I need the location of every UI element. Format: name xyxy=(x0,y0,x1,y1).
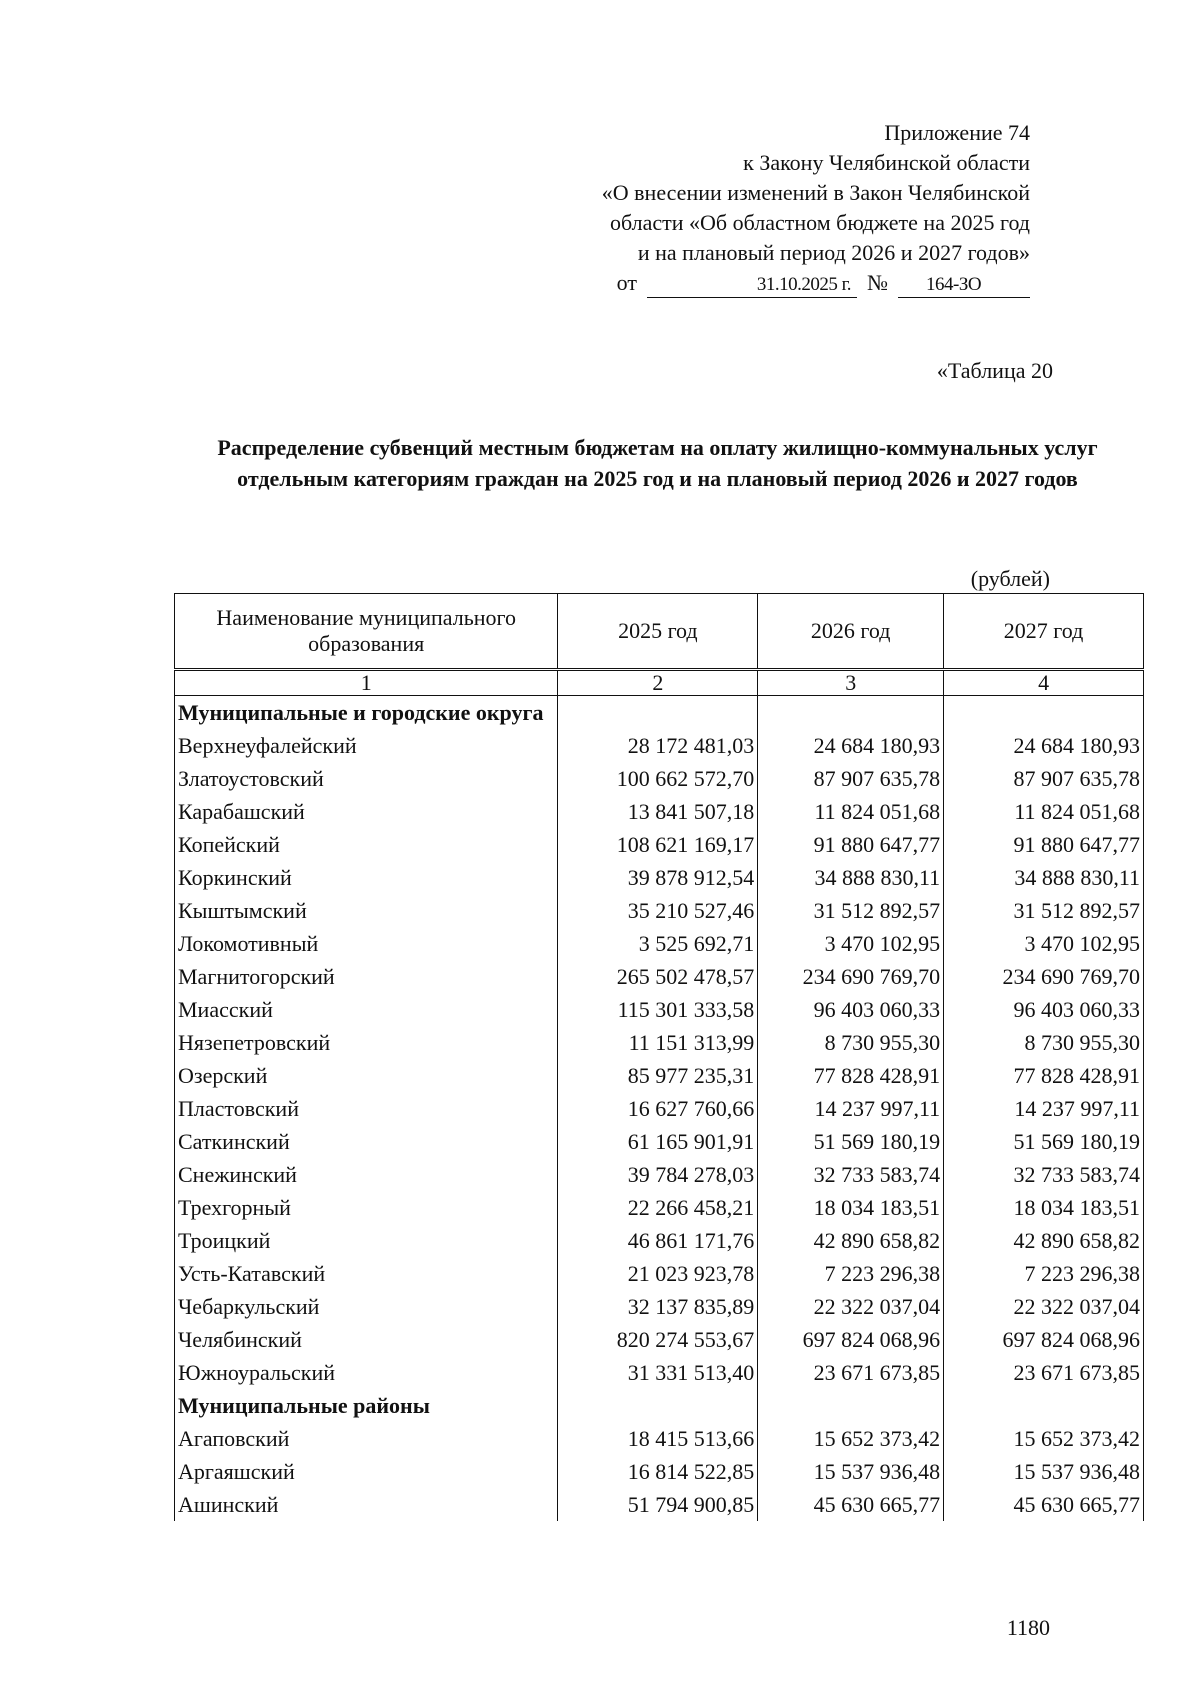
appendix-line: «О внесении изменений в Закон Челябинской xyxy=(601,180,1030,205)
municipality-name-cell: Озерский xyxy=(175,1059,558,1092)
column-header-name: Наименование муниципального образования xyxy=(175,594,558,670)
value-2027-cell: 77 828 428,91 xyxy=(944,1059,1144,1092)
value-2026-cell: 14 237 997,11 xyxy=(758,1092,944,1125)
value-2027-cell: 91 880 647,77 xyxy=(944,828,1144,861)
municipality-name-cell: Трехгорный xyxy=(175,1191,558,1224)
value-2026-cell: 77 828 428,91 xyxy=(758,1059,944,1092)
municipality-name-cell: Челябинский xyxy=(175,1323,558,1356)
value-2026-cell: 45 630 665,77 xyxy=(758,1488,944,1521)
value-2027-cell: 15 652 373,42 xyxy=(944,1422,1144,1455)
appendix-line: области «Об областном бюджете на 2025 год xyxy=(610,210,1030,235)
table-row xyxy=(175,894,1144,927)
table-row xyxy=(175,1059,1144,1092)
municipality-name-cell: Миасский xyxy=(175,993,558,1026)
municipality-name-cell: Верхнеуфалейский xyxy=(175,729,558,762)
value-2025-cell: 39 784 278,03 xyxy=(558,1158,758,1191)
group-header-row xyxy=(175,696,1144,730)
value-2025-cell xyxy=(558,1389,758,1422)
value-2027-cell: 51 569 180,19 xyxy=(944,1125,1144,1158)
municipality-name-cell: Муниципальные районы xyxy=(175,1389,558,1422)
number-prefix: № xyxy=(867,270,888,295)
municipality-name-cell: Саткинский xyxy=(175,1125,558,1158)
value-2027-cell: 7 223 296,38 xyxy=(944,1257,1144,1290)
value-2027-cell: 31 512 892,57 xyxy=(944,894,1144,927)
table-header-row xyxy=(175,594,1144,670)
value-2027-cell: 697 824 068,96 xyxy=(944,1323,1144,1356)
value-2027-cell: 32 733 583,74 xyxy=(944,1158,1144,1191)
value-2025-cell: 16 627 760,66 xyxy=(558,1092,758,1125)
table-row xyxy=(175,1323,1144,1356)
municipality-name-cell: Снежинский xyxy=(175,1158,558,1191)
value-2025-cell: 115 301 333,58 xyxy=(558,993,758,1026)
municipality-name-cell: Чебаркульский xyxy=(175,1290,558,1323)
table-row xyxy=(175,993,1144,1026)
column-number: 4 xyxy=(944,670,1144,696)
value-2025-cell: 13 841 507,18 xyxy=(558,795,758,828)
law-number: 164-ЗО xyxy=(898,273,1030,298)
column-header-2025: 2025 год xyxy=(558,594,758,670)
table-label: «Таблица 20 xyxy=(936,358,1053,383)
page-number: 1180 xyxy=(1006,1615,1050,1640)
table-row xyxy=(175,795,1144,828)
value-2026-cell: 23 671 673,85 xyxy=(758,1356,944,1389)
units-label: (рублей) xyxy=(970,566,1050,591)
column-number: 3 xyxy=(758,670,944,696)
municipality-name-cell: Усть-Катавский xyxy=(175,1257,558,1290)
subvention-table xyxy=(174,593,1144,1521)
value-2025-cell: 820 274 553,67 xyxy=(558,1323,758,1356)
municipality-name-cell: Магнитогорский xyxy=(175,960,558,993)
value-2027-cell: 3 470 102,95 xyxy=(944,927,1144,960)
value-2025-cell: 100 662 572,70 xyxy=(558,762,758,795)
value-2025-cell xyxy=(558,696,758,730)
value-2026-cell: 34 888 830,11 xyxy=(758,861,944,894)
value-2026-cell: 18 034 183,51 xyxy=(758,1191,944,1224)
value-2027-cell: 8 730 955,30 xyxy=(944,1026,1144,1059)
value-2027-cell: 234 690 769,70 xyxy=(944,960,1144,993)
value-2025-cell: 108 621 169,17 xyxy=(558,828,758,861)
law-date: 31.10.2025 г. xyxy=(647,273,857,298)
table-row xyxy=(175,861,1144,894)
value-2026-cell xyxy=(758,696,944,730)
appendix-line: к Закону Челябинской области xyxy=(743,150,1030,175)
table-row xyxy=(175,828,1144,861)
value-2026-cell: 11 824 051,68 xyxy=(758,795,944,828)
value-2026-cell: 8 730 955,30 xyxy=(758,1026,944,1059)
document-title: Распределение субвенций местным бюджетам на оплату жилищно-коммунальных услуг отдельным категориям граждан на 2025 год и на плановый период 2026 и 2027 годов xyxy=(217,435,1098,491)
value-2027-cell: 45 630 665,77 xyxy=(944,1488,1144,1521)
value-2027-cell: 34 888 830,11 xyxy=(944,861,1144,894)
municipality-name-cell: Троицкий xyxy=(175,1224,558,1257)
municipality-name-cell: Пластовский xyxy=(175,1092,558,1125)
municipality-name-cell: Нязепетровский xyxy=(175,1026,558,1059)
value-2025-cell: 35 210 527,46 xyxy=(558,894,758,927)
value-2025-cell: 46 861 171,76 xyxy=(558,1224,758,1257)
table-row xyxy=(175,1290,1144,1323)
table-row xyxy=(175,1224,1144,1257)
value-2026-cell: 32 733 583,74 xyxy=(758,1158,944,1191)
date-prefix: от xyxy=(616,270,637,295)
municipality-name-cell: Ашинский xyxy=(175,1488,558,1521)
table-row xyxy=(175,1455,1144,1488)
value-2025-cell: 85 977 235,31 xyxy=(558,1059,758,1092)
value-2026-cell: 87 907 635,78 xyxy=(758,762,944,795)
value-2027-cell xyxy=(944,696,1144,730)
value-2025-cell: 265 502 478,57 xyxy=(558,960,758,993)
municipality-name-cell: Коркинский xyxy=(175,861,558,894)
value-2026-cell xyxy=(758,1389,944,1422)
value-2027-cell: 87 907 635,78 xyxy=(944,762,1144,795)
municipality-name-cell: Копейский xyxy=(175,828,558,861)
municipality-name-cell: Карабашский xyxy=(175,795,558,828)
value-2025-cell: 3 525 692,71 xyxy=(558,927,758,960)
value-2026-cell: 51 569 180,19 xyxy=(758,1125,944,1158)
appendix-line: и на плановый период 2026 и 2027 годов» xyxy=(637,240,1030,265)
value-2026-cell: 7 223 296,38 xyxy=(758,1257,944,1290)
column-number: 1 xyxy=(175,670,558,696)
value-2027-cell: 15 537 936,48 xyxy=(944,1455,1144,1488)
value-2027-cell: 22 322 037,04 xyxy=(944,1290,1144,1323)
value-2025-cell: 31 331 513,40 xyxy=(558,1356,758,1389)
value-2025-cell: 21 023 923,78 xyxy=(558,1257,758,1290)
group-header-row xyxy=(175,1389,1144,1422)
table-row xyxy=(175,927,1144,960)
value-2026-cell: 15 537 936,48 xyxy=(758,1455,944,1488)
table-row xyxy=(175,1257,1144,1290)
column-number: 2 xyxy=(558,670,758,696)
value-2025-cell: 61 165 901,91 xyxy=(558,1125,758,1158)
value-2026-cell: 22 322 037,04 xyxy=(758,1290,944,1323)
municipality-name-cell: Агаповский xyxy=(175,1422,558,1455)
value-2025-cell: 16 814 522,85 xyxy=(558,1455,758,1488)
municipality-name-cell: Локомотивный xyxy=(175,927,558,960)
appendix-line: Приложение 74 xyxy=(884,120,1030,145)
value-2027-cell: 14 237 997,11 xyxy=(944,1092,1144,1125)
table-row xyxy=(175,1488,1144,1521)
value-2026-cell: 697 824 068,96 xyxy=(758,1323,944,1356)
value-2027-cell: 18 034 183,51 xyxy=(944,1191,1144,1224)
value-2025-cell: 18 415 513,66 xyxy=(558,1422,758,1455)
municipality-name-cell: Аргаяшский xyxy=(175,1455,558,1488)
table-row xyxy=(175,1356,1144,1389)
value-2027-cell: 42 890 658,82 xyxy=(944,1224,1144,1257)
municipality-name-cell: Златоустовский xyxy=(175,762,558,795)
value-2026-cell: 42 890 658,82 xyxy=(758,1224,944,1257)
table-row xyxy=(175,1422,1144,1455)
value-2026-cell: 15 652 373,42 xyxy=(758,1422,944,1455)
appendix-header xyxy=(602,118,1030,298)
value-2026-cell: 96 403 060,33 xyxy=(758,993,944,1026)
value-2026-cell: 31 512 892,57 xyxy=(758,894,944,927)
value-2027-cell: 23 671 673,85 xyxy=(944,1356,1144,1389)
column-header-2027: 2027 год xyxy=(944,594,1144,670)
value-2025-cell: 28 172 481,03 xyxy=(558,729,758,762)
table-row xyxy=(175,729,1144,762)
table-row xyxy=(175,762,1144,795)
municipality-name-cell: Кыштымский xyxy=(175,894,558,927)
value-2026-cell: 234 690 769,70 xyxy=(758,960,944,993)
table-row xyxy=(175,1092,1144,1125)
municipality-name-cell: Южноуральский xyxy=(175,1356,558,1389)
value-2026-cell: 24 684 180,93 xyxy=(758,729,944,762)
value-2025-cell: 51 794 900,85 xyxy=(558,1488,758,1521)
municipality-name-cell: Муниципальные и городские округа xyxy=(175,696,558,730)
column-number-row xyxy=(175,670,1144,696)
value-2027-cell: 24 684 180,93 xyxy=(944,729,1144,762)
table-row xyxy=(175,1125,1144,1158)
table-row xyxy=(175,1026,1144,1059)
value-2025-cell: 11 151 313,99 xyxy=(558,1026,758,1059)
law-date-number-line xyxy=(602,268,1030,298)
value-2025-cell: 39 878 912,54 xyxy=(558,861,758,894)
table-row xyxy=(175,960,1144,993)
value-2027-cell: 96 403 060,33 xyxy=(944,993,1144,1026)
value-2025-cell: 32 137 835,89 xyxy=(558,1290,758,1323)
value-2026-cell: 91 880 647,77 xyxy=(758,828,944,861)
value-2025-cell: 22 266 458,21 xyxy=(558,1191,758,1224)
table-row xyxy=(175,1158,1144,1191)
value-2026-cell: 3 470 102,95 xyxy=(758,927,944,960)
column-header-2026: 2026 год xyxy=(758,594,944,670)
value-2027-cell xyxy=(944,1389,1144,1422)
table-row xyxy=(175,1191,1144,1224)
value-2027-cell: 11 824 051,68 xyxy=(944,795,1144,828)
